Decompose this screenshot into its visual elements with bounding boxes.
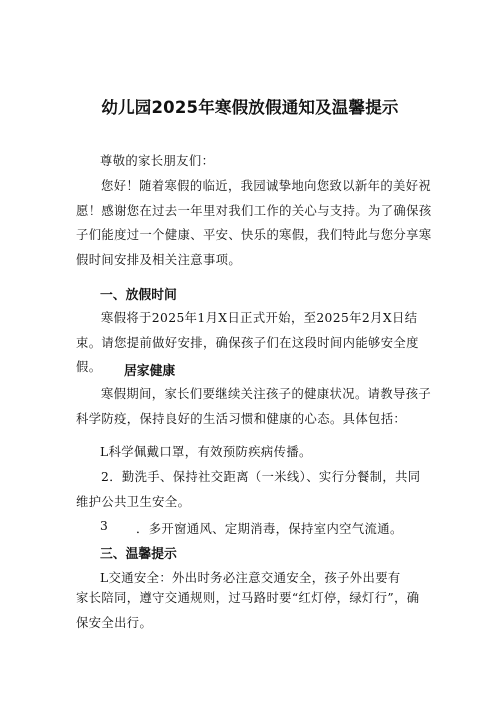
- greeting: 尊敬的家长朋友们：: [100, 154, 215, 168]
- section-heading-holiday-time: 一、放假时间: [100, 288, 177, 303]
- list-item-3-text: ．多开窗通风、定期消毒，保持室内空气流通。: [136, 522, 403, 536]
- list-item-3-number: 3: [100, 519, 109, 533]
- intro-paragraph: 您好！随着寒假的临近，我园诚挚地向您致以新年的美好祝愿！感谢您在过去一年里对我们工作的关心与支持。为了确保孩子们能度过一个健康、平安、快乐的寒假，我们特此与您分享寒假时间安排及相关注意事项。: [76, 179, 432, 267]
- section-heading-home-health: 居家健康: [124, 364, 176, 379]
- list-item-1: L科学佩戴口罩，有效预防疾病传播。: [100, 445, 312, 459]
- tip-1-continuation: 家长陪同，遵守交通规则，过马路时要“红灯停，绿灯行”，确保安全出行。: [76, 591, 420, 630]
- home-health-paragraph: 寒假期间，家长们要继续关注孩子的健康状况。请教导孩子科学防疫，保持良好的生活习惯和健康的心态。具体包括：: [76, 387, 432, 426]
- holiday-time-paragraph: 寒假将于2025年1月X日正式开始，至2025年2月X日结束。请您提前做好安排，确保孩子们在这段时间内能够安全度假。: [76, 311, 419, 374]
- tip-1-first-line: L交通安全：外出时务必注意交通安全，孩子外出要有: [100, 571, 401, 585]
- list-item-2: 2．勤洗手、保持社交距离（一米线）、实行分餐制，共同维护公共卫生安全。: [76, 470, 421, 509]
- document-title: 幼儿园2025年寒假放假通知及温馨提示: [101, 98, 399, 117]
- section-heading-tips: 三、温馨提示: [100, 547, 177, 562]
